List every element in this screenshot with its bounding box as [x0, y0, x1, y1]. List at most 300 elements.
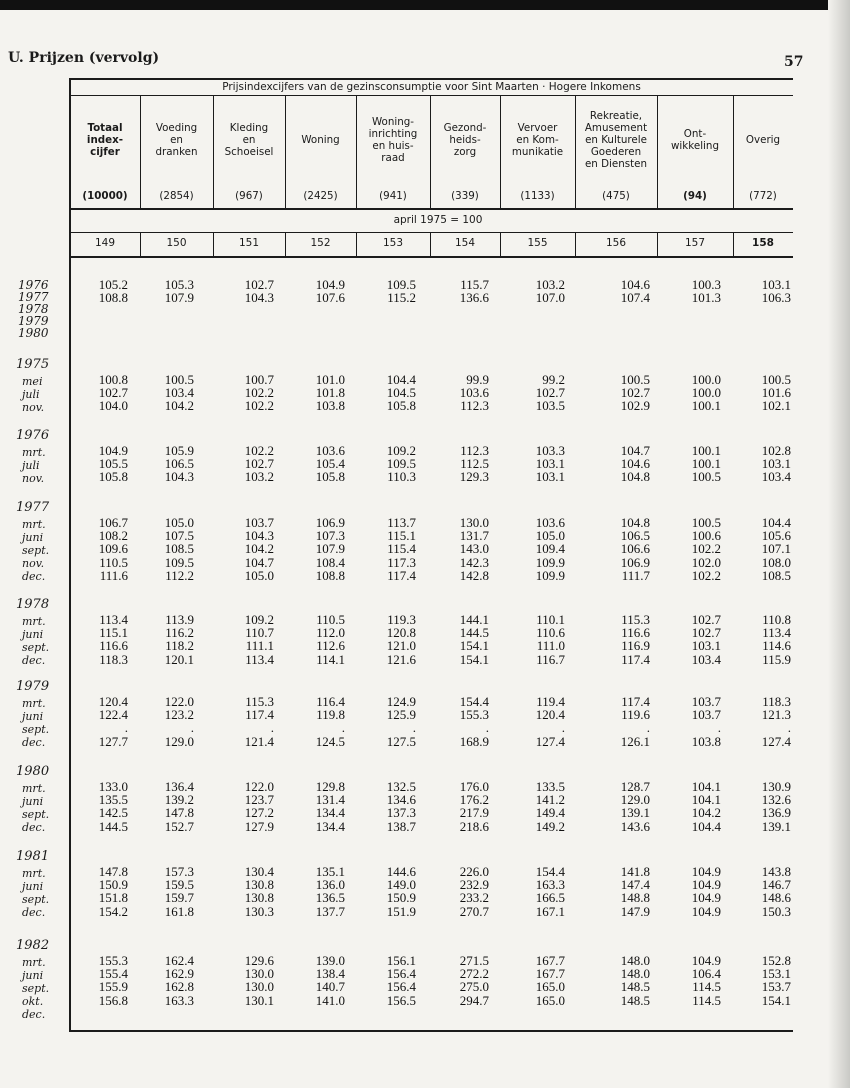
- column-header-line: cijfer: [90, 146, 120, 158]
- column-code: 154: [454, 237, 476, 249]
- table-cell: 103.1: [761, 277, 791, 292]
- table-cell: 159.7: [164, 890, 194, 906]
- table-cell: 119.3: [387, 612, 416, 627]
- table-cell: .: [412, 720, 416, 736]
- row-period-label: juni: [22, 795, 44, 808]
- table-cell: 100.5: [164, 372, 194, 387]
- row-period-label: mei: [22, 375, 43, 388]
- column-code: 156: [605, 237, 627, 249]
- table-cell: 162.8: [164, 979, 194, 995]
- column-header-line: Voeding: [155, 122, 198, 134]
- table-cell: 107.4: [620, 290, 650, 306]
- table-cell: 121.0: [386, 638, 416, 654]
- table-cell: 159.5: [164, 877, 194, 893]
- table-cell: 110.1: [536, 612, 565, 627]
- table-cell: 126.1: [620, 733, 650, 749]
- table-cell: 166.5: [535, 890, 565, 906]
- column-header: [70, 122, 140, 158]
- table-cell: 106.9: [315, 515, 345, 530]
- column-header: [140, 122, 213, 158]
- table-cell: 156.1: [386, 953, 416, 968]
- table-cell: 104.7: [620, 443, 650, 458]
- table-cell: 104.7: [244, 554, 274, 570]
- row-period-label: nov.: [22, 472, 45, 485]
- table-cell: 108.0: [761, 554, 791, 570]
- row-period-label: mrt.: [22, 615, 46, 628]
- table-cell: 130.0: [459, 515, 489, 530]
- table-cell: 123.2: [164, 707, 194, 723]
- table-cell: 270.7: [459, 903, 489, 919]
- page-number: 57: [784, 54, 804, 70]
- table-cell: 136.0: [315, 877, 345, 893]
- table-cell: 142.8: [459, 567, 489, 583]
- table-cell: 114.5: [692, 992, 721, 1008]
- table-cell: 117.3: [387, 554, 416, 570]
- table-cell: 104.9: [691, 953, 721, 968]
- table-cell: 109.4: [535, 541, 565, 557]
- table-cell: 101.6: [761, 385, 791, 401]
- column-header-line: Ont-: [683, 128, 707, 140]
- table-cell: 112.2: [165, 567, 194, 583]
- table-cell: 140.7: [315, 979, 345, 995]
- table-cell: 130.8: [244, 890, 274, 906]
- table-cell: 153.1: [761, 966, 791, 982]
- table-cell: 217.9: [459, 805, 489, 821]
- row-period-label: dec.: [22, 736, 46, 749]
- column-header-line: raad: [381, 152, 405, 164]
- rule-bottom: [70, 1030, 793, 1032]
- rule-codes-top: [70, 232, 793, 233]
- table-cell: 108.8: [315, 567, 345, 583]
- row-year-label: 1978: [18, 302, 49, 316]
- table-cell: 105.0: [535, 528, 565, 544]
- table-cell: 139.0: [315, 953, 345, 968]
- table-cell: 121.4: [244, 733, 274, 749]
- table-cell: 127.7: [98, 733, 128, 749]
- table-cell: 104.9: [98, 443, 128, 458]
- column-header-line: Kleding: [229, 122, 269, 134]
- column-weight: (2854): [159, 190, 194, 202]
- table-cell: 129.0: [164, 733, 194, 749]
- column-header-line: Schoeisel: [224, 146, 274, 158]
- table-cell: 130.0: [244, 966, 274, 982]
- table-cell: 167.1: [535, 903, 565, 919]
- table-cell: 134.4: [315, 818, 345, 834]
- table-cell: 147.8: [164, 805, 194, 821]
- column-header-line: Gezond-: [443, 122, 487, 134]
- row-period-label: mrt.: [22, 956, 46, 969]
- table-cell: 101.0: [315, 372, 345, 387]
- table-cell: 117.4: [621, 694, 650, 709]
- table-cell: 154.1: [761, 992, 791, 1008]
- table-cell: 108.5: [761, 567, 791, 583]
- table-cell: 118.2: [165, 638, 194, 654]
- table-cell: 104.9: [315, 277, 345, 292]
- table-cell: 124.5: [315, 733, 345, 749]
- table-cell: 103.3: [535, 443, 565, 458]
- table-cell: 176.2: [459, 792, 489, 808]
- table-cell: 100.0: [691, 385, 721, 401]
- table-cell: 112.3: [460, 443, 489, 458]
- table-cell: 156.4: [386, 979, 416, 995]
- table-cell: 113.9: [165, 612, 194, 627]
- table-cell: 142.3: [459, 554, 489, 570]
- table-cell: 129.3: [459, 469, 489, 485]
- column-code: 158: [752, 237, 774, 249]
- row-period-label: juni: [22, 880, 44, 893]
- table-cell: 106.7: [98, 515, 128, 530]
- table-cell: 153.7: [761, 979, 791, 995]
- table-cell: 132.5: [386, 779, 416, 794]
- table-cell: 110.5: [316, 612, 345, 627]
- table-cell: 138.7: [386, 818, 416, 834]
- row-period-label: mrt.: [22, 697, 46, 710]
- row-period-label: dec.: [22, 1008, 46, 1021]
- row-year-label: 1980: [18, 326, 49, 340]
- table-cell: 144.5: [98, 818, 128, 834]
- table-cell: 136.4: [164, 779, 194, 794]
- table-cell: 104.8: [620, 469, 650, 485]
- table-cell: 161.8: [164, 903, 194, 919]
- table-cell: 104.4: [691, 818, 721, 834]
- table-cell: 102.2: [244, 385, 274, 401]
- column-header-line: wikkeling: [671, 140, 719, 152]
- row-period-label: dec.: [22, 906, 46, 919]
- table-cell: 167.7: [535, 953, 565, 968]
- column-code: 155: [527, 237, 548, 249]
- column-code: 151: [238, 237, 260, 249]
- row-period-label: sept.: [22, 893, 50, 906]
- column-header: [575, 110, 657, 170]
- table-cell: 143.0: [459, 541, 489, 557]
- table-cell: 271.5: [459, 953, 489, 968]
- table-title: Prijsindexcijfers van de gezinsconsumptie voor Sint Maarten · Hogere Inkomens: [222, 81, 641, 93]
- table-cell: 110.5: [99, 554, 128, 570]
- row-year-label: 1978: [16, 597, 50, 612]
- table-cell: 103.6: [535, 515, 565, 530]
- row-period-label: sept.: [22, 808, 50, 821]
- column-weight: (10000): [82, 190, 128, 202]
- table-cell: 102.7: [98, 385, 128, 401]
- table-cell: 121.3: [761, 707, 791, 723]
- table-cell: 148.6: [761, 890, 791, 906]
- table-cell: 102.7: [244, 456, 274, 472]
- table-cell: 112.6: [316, 638, 345, 654]
- table-cell: 109.2: [244, 612, 274, 627]
- table-cell: 103.4: [761, 469, 791, 485]
- table-cell: 157.3: [164, 864, 194, 879]
- row-period-label: sept.: [22, 723, 50, 736]
- table-cell: 116.7: [536, 651, 565, 667]
- row-year-label: 1981: [16, 849, 50, 864]
- table-cell: 103.5: [535, 398, 565, 414]
- table-cell: 162.9: [164, 966, 194, 982]
- table-cell: 138.4: [315, 966, 345, 982]
- table-cell: 148.0: [620, 966, 650, 982]
- table-cell: 102.7: [535, 385, 565, 401]
- table-cell: 116.9: [621, 638, 650, 654]
- column-header-line: index-: [86, 134, 124, 146]
- table-cell: 112.0: [316, 625, 345, 641]
- table-cell: 163.3: [164, 992, 194, 1008]
- row-period-label: juli: [22, 388, 40, 401]
- table-cell: 123.7: [244, 792, 274, 808]
- table-cell: 119.4: [536, 694, 565, 709]
- row-year-label: 1976: [16, 428, 50, 443]
- table-cell: 127.4: [535, 733, 565, 749]
- table-cell: 148.5: [620, 979, 650, 995]
- table-cell: 104.2: [691, 805, 721, 821]
- table-cell: 105.9: [164, 443, 194, 458]
- column-header: [500, 122, 575, 158]
- table-cell: 102.0: [691, 554, 721, 570]
- table-cell: 104.4: [386, 372, 416, 387]
- table-cell: 109.2: [386, 443, 416, 458]
- table-cell: 104.3: [244, 290, 274, 306]
- table-cell: 143.6: [620, 818, 650, 834]
- table-cell: 107.6: [315, 290, 345, 306]
- table-cell: .: [561, 720, 565, 736]
- table-cell: 113.4: [245, 651, 274, 667]
- table-cell: .: [485, 720, 489, 736]
- table-cell: 147.4: [620, 877, 650, 893]
- row-period-label: juni: [22, 628, 44, 641]
- table-cell: 134.6: [386, 792, 416, 808]
- table-cell: 147.8: [98, 864, 128, 879]
- table-cell: 105.5: [98, 456, 128, 472]
- table-cell: 102.8: [761, 443, 791, 458]
- column-header-line: heids-: [449, 134, 481, 146]
- table-cell: 101.8: [315, 385, 345, 401]
- table-cell: 104.3: [244, 528, 274, 544]
- table-cell: 156.4: [386, 966, 416, 982]
- column-header-line: en Kulturele: [585, 134, 647, 146]
- column-header-line: Totaal: [87, 122, 123, 134]
- table-cell: 155.3: [98, 953, 128, 968]
- column-weight: (941): [379, 190, 407, 202]
- table-cell: 134.4: [315, 805, 345, 821]
- table-cell: 105.2: [98, 277, 128, 292]
- table-cell: 102.7: [691, 625, 721, 641]
- table-cell: 129.8: [315, 779, 345, 794]
- table-cell: 137.3: [386, 805, 416, 821]
- column-header-line: en Diensten: [584, 158, 648, 170]
- table-cell: 130.0: [244, 979, 274, 995]
- table-cell: 136.5: [315, 890, 345, 906]
- row-year-label: 1977: [18, 290, 49, 304]
- table-cell: 144.6: [386, 864, 416, 879]
- column-header-line: inrichting: [368, 128, 418, 140]
- table-cell: 163.3: [535, 877, 565, 893]
- table-cell: 165.0: [535, 979, 565, 995]
- table-cell: 104.6: [620, 456, 650, 472]
- table-cell: 105.8: [315, 469, 345, 485]
- table-cell: 115.2: [387, 290, 416, 306]
- table-cell: 111.0: [536, 638, 565, 654]
- rule-under-weights: [70, 208, 793, 210]
- row-year-label: 1979: [18, 314, 49, 328]
- table-cell: .: [787, 720, 791, 736]
- table-cell: 105.4: [315, 456, 345, 472]
- table-cell: 103.8: [691, 733, 721, 749]
- table-cell: 100.6: [691, 528, 721, 544]
- table-cell: 127.2: [244, 805, 274, 821]
- table-cell: 102.2: [691, 567, 721, 583]
- table-cell: 127.9: [244, 818, 274, 834]
- table-cell: 113.4: [99, 612, 128, 627]
- table-cell: 155.3: [459, 707, 489, 723]
- table-cell: 103.7: [691, 694, 721, 709]
- table-cell: 103.6: [315, 443, 345, 458]
- table-cell: 129.6: [244, 953, 274, 968]
- table-cell: 154.2: [98, 903, 128, 919]
- rule-top: [70, 78, 793, 80]
- table-cell: .: [341, 720, 345, 736]
- table-cell: 109.6: [98, 541, 128, 557]
- table-cell: 105.8: [386, 398, 416, 414]
- table-cell: 108.8: [98, 290, 128, 306]
- table-cell: 148.5: [620, 992, 650, 1008]
- table-cell: 112.5: [460, 456, 489, 472]
- table-cell: 151.8: [98, 890, 128, 906]
- table-cell: .: [270, 720, 274, 736]
- table-cell: 155.9: [98, 979, 128, 995]
- table-cell: 109.9: [535, 567, 565, 583]
- table-cell: 100.5: [691, 469, 721, 485]
- table-cell: 118.3: [762, 694, 791, 709]
- table-cell: 114.1: [316, 651, 345, 667]
- table-cell: 106.9: [620, 554, 650, 570]
- table-cell: 100.1: [691, 443, 721, 458]
- base-period-note: april 1975 = 100: [393, 214, 483, 226]
- table-cell: 103.1: [535, 469, 565, 485]
- row-period-label: dec.: [22, 654, 46, 667]
- table-cell: 116.4: [316, 694, 345, 709]
- row-year-label: 1979: [16, 679, 50, 694]
- table-cell: 117.4: [621, 651, 650, 667]
- table-cell: 104.9: [691, 877, 721, 893]
- table-cell: 103.2: [535, 277, 565, 292]
- row-period-label: juni: [22, 710, 44, 723]
- table-cell: 103.1: [691, 638, 721, 654]
- table-cell: 144.1: [459, 612, 489, 627]
- row-period-label: nov.: [22, 557, 45, 570]
- table-cell: 106.5: [164, 456, 194, 472]
- row-period-label: mrt.: [22, 867, 46, 880]
- rule-under-title: [70, 95, 793, 96]
- table-cell: 105.0: [244, 567, 274, 583]
- table-cell: 101.3: [691, 290, 721, 306]
- table-cell: 105.0: [164, 515, 194, 530]
- table-cell: 139.1: [620, 805, 650, 821]
- table-cell: 104.9: [691, 890, 721, 906]
- table-cell: 102.1: [761, 398, 791, 414]
- table-cell: 130.1: [244, 992, 274, 1008]
- column-code: 150: [166, 237, 187, 249]
- table-cell: 272.2: [459, 966, 489, 982]
- table-cell: 102.7: [620, 385, 650, 401]
- table-cell: 111.7: [621, 567, 650, 583]
- column-header: [285, 134, 356, 146]
- table-cell: 156.8: [98, 992, 128, 1008]
- table-cell: 115.3: [245, 694, 274, 709]
- table-cell: 131.7: [459, 528, 489, 544]
- table-cell: 129.0: [620, 792, 650, 808]
- table-cell: 135.5: [98, 792, 128, 808]
- table-cell: .: [646, 720, 650, 736]
- table-cell: 111.1: [245, 638, 274, 654]
- table-cell: 150.3: [761, 903, 791, 919]
- table-cell: 154.1: [459, 638, 489, 654]
- row-year-label: 1977: [16, 500, 50, 515]
- table-cell: 139.1: [761, 818, 791, 834]
- column-header-line: Vervoer: [517, 122, 558, 134]
- table-cell: 102.2: [691, 541, 721, 557]
- table-cell: 103.1: [761, 456, 791, 472]
- table-cell: 150.9: [386, 890, 416, 906]
- table-cell: 120.4: [535, 707, 565, 723]
- table-cell: 176.0: [459, 779, 489, 794]
- table-cell: 109.9: [535, 554, 565, 570]
- table-cell: 105.8: [98, 469, 128, 485]
- table-cell: 135.1: [315, 864, 345, 879]
- table-cell: 99.2: [542, 372, 565, 387]
- table-cell: 151.9: [386, 903, 416, 919]
- table-cell: 110.8: [762, 612, 791, 627]
- table-cell: 122.0: [244, 779, 274, 794]
- column-header: [213, 122, 285, 158]
- table-cell: 144.5: [459, 625, 489, 641]
- table-cell: 168.9: [459, 733, 489, 749]
- table-cell: 109.5: [386, 456, 416, 472]
- table-cell: 233.2: [459, 890, 489, 906]
- table-cell: 121.6: [386, 651, 416, 667]
- table-cell: 100.5: [761, 372, 791, 387]
- row-year-label: 1975: [16, 357, 50, 372]
- table-cell: 165.0: [535, 992, 565, 1008]
- table-cell: 110.7: [245, 625, 274, 641]
- column-header-line: en: [242, 134, 256, 146]
- row-year-label: 1980: [16, 764, 50, 779]
- table-cell: 142.5: [98, 805, 128, 821]
- table-cell: 103.6: [459, 385, 489, 401]
- table-cell: 130.3: [244, 903, 274, 919]
- row-period-label: sept.: [22, 544, 50, 557]
- table-cell: 100.3: [691, 277, 721, 292]
- table-cell: 128.7: [620, 779, 650, 794]
- table-cell: .: [124, 720, 128, 736]
- table-cell: 119.6: [621, 707, 650, 723]
- table-cell: 107.1: [761, 541, 791, 557]
- table-cell: 104.2: [164, 398, 194, 414]
- table-cell: 120.8: [386, 625, 416, 641]
- table-cell: 136.6: [459, 290, 489, 306]
- table-cell: 294.7: [459, 992, 489, 1008]
- table-cell: 106.3: [761, 290, 791, 306]
- table-cell: 130.9: [761, 779, 791, 794]
- table-cell: 104.0: [98, 398, 128, 414]
- row-period-label: mrt.: [22, 782, 46, 795]
- table-cell: 103.7: [691, 707, 721, 723]
- table-cell: 127.5: [386, 733, 416, 749]
- column-header-line: en Kom-: [516, 134, 559, 146]
- table-cell: 107.5: [164, 528, 194, 544]
- table-cell: 103.4: [164, 385, 194, 401]
- row-period-label: dec.: [22, 570, 46, 583]
- table-cell: 115.1: [99, 625, 128, 641]
- table-cell: 108.5: [164, 541, 194, 557]
- table-cell: 275.0: [459, 979, 489, 995]
